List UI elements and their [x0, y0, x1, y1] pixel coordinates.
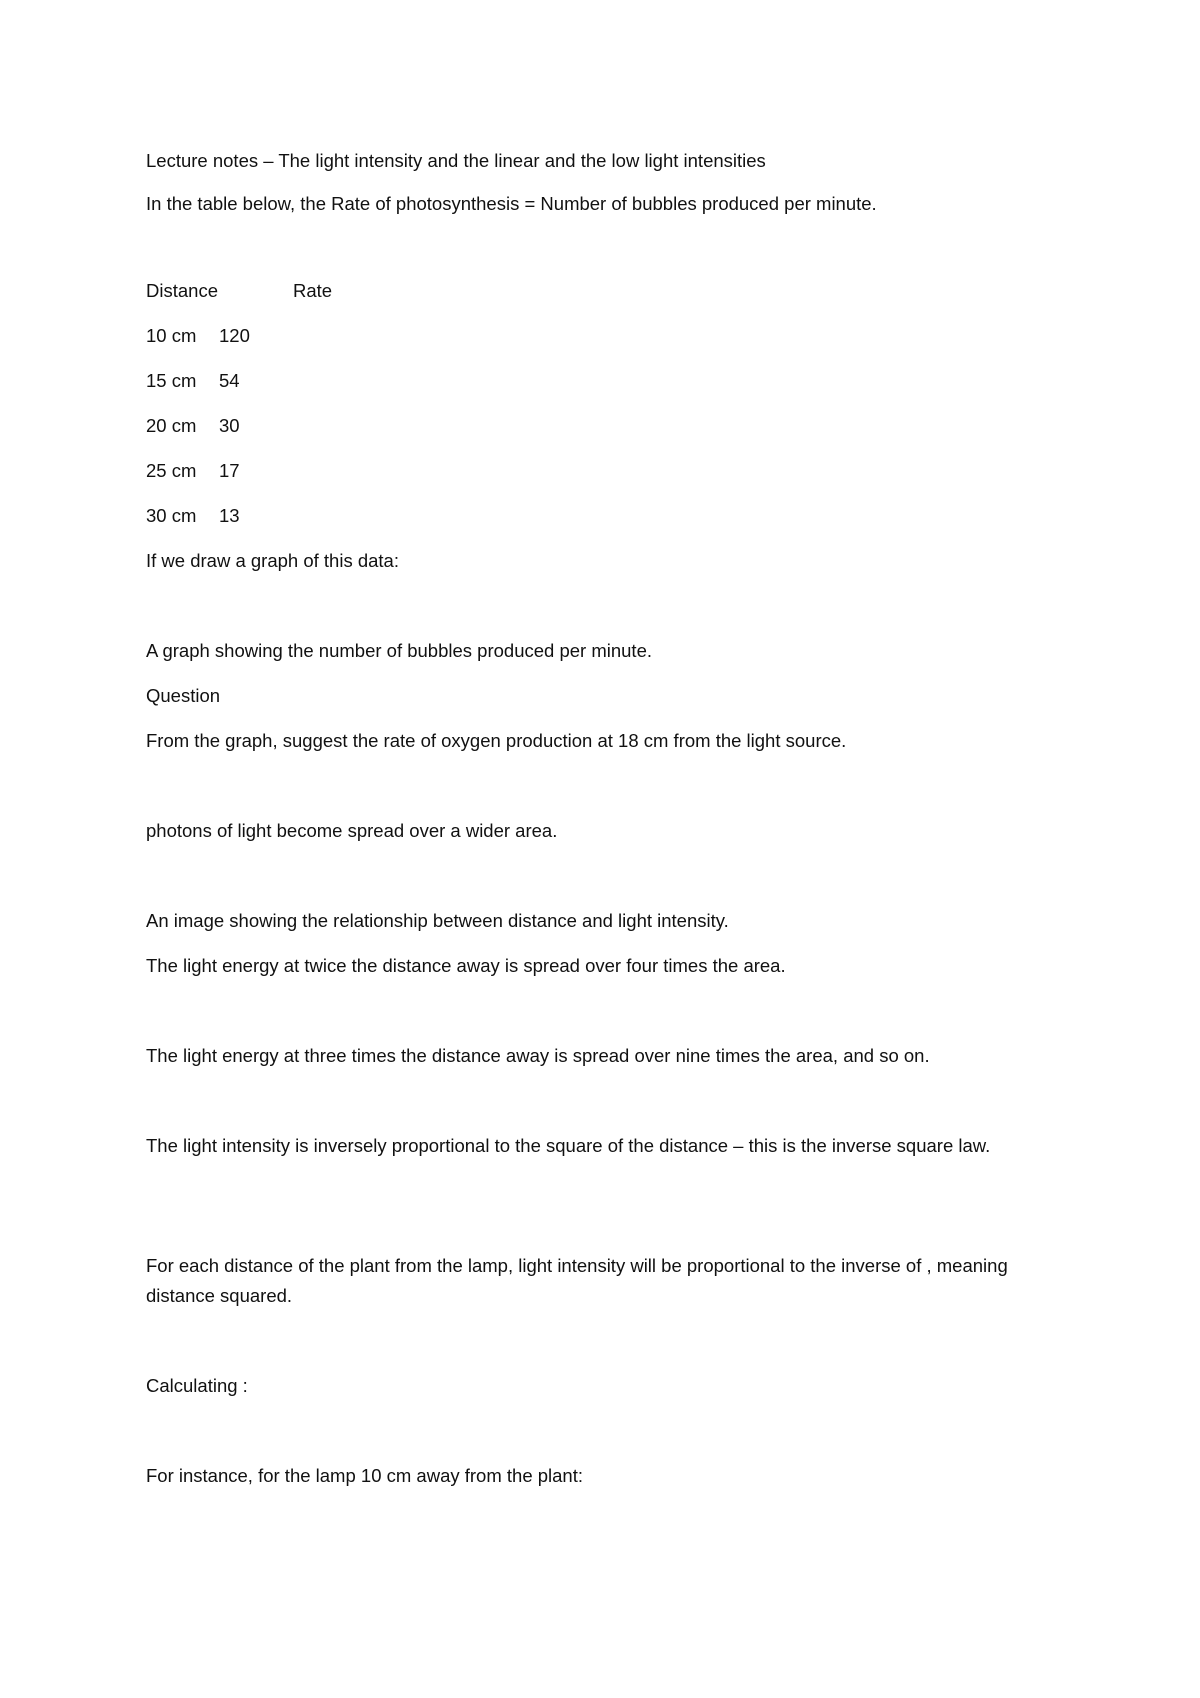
question-text: From the graph, suggest the rate of oxygen production at 18 cm from the light source. — [146, 730, 847, 751]
image-caption: An image showing the relationship between distance and light intensity. — [146, 910, 729, 931]
table-cell-rate: 13 — [219, 505, 240, 526]
inverse-square-paragraph: The light intensity is inversely proportional to the square of the distance – this is the inverse square law. — [146, 1135, 991, 1156]
lecture-title-line: Lecture notes – The light intensity and the linear and the low light intensities — [146, 150, 766, 171]
question-heading: Question — [146, 685, 221, 706]
three-times-distance-line: The light energy at three times the distance away is spread over nine times the area, and so on. — [146, 1045, 930, 1066]
table-cell-distance: 30 cm — [146, 505, 197, 526]
table-cell-rate: 120 — [219, 325, 250, 346]
table-row — [146, 411, 240, 441]
table-cell-rate: 54 — [219, 370, 240, 391]
table-row — [146, 366, 240, 396]
table-row — [146, 501, 240, 531]
graph-caption: A graph showing the number of bubbles produced per minute. — [146, 640, 652, 661]
table-header-distance: Distance — [146, 280, 218, 301]
table-cell-distance: 25 cm — [146, 460, 197, 481]
table-cell-rate: 30 — [219, 415, 240, 436]
intro-line: In the table below, the Rate of photosynthesis = Number of bubbles produced per minute. — [146, 193, 877, 214]
table-row — [146, 456, 240, 486]
instance-line: For instance, for the lamp 10 cm away from the plant: — [146, 1465, 583, 1486]
table-header-row — [146, 276, 332, 306]
table-cell-distance: 15 cm — [146, 370, 197, 391]
graph-intro-line: If we draw a graph of this data: — [146, 550, 399, 571]
table-cell-distance: 20 cm — [146, 415, 197, 436]
table-row — [146, 321, 250, 351]
table-header-rate: Rate — [293, 280, 333, 301]
table-cell-rate: 17 — [219, 460, 240, 481]
table-cell-distance: 10 cm — [146, 325, 197, 346]
twice-distance-line: The light energy at twice the distance away is spread over four times the area. — [146, 955, 786, 976]
calculating-heading: Calculating : — [146, 1375, 248, 1396]
photons-line: photons of light become spread over a wider area. — [146, 820, 558, 841]
each-distance-paragraph: For each distance of the plant from the lamp, light intensity will be proportional to the inverse of , meaning distance squared. — [146, 1255, 1008, 1306]
